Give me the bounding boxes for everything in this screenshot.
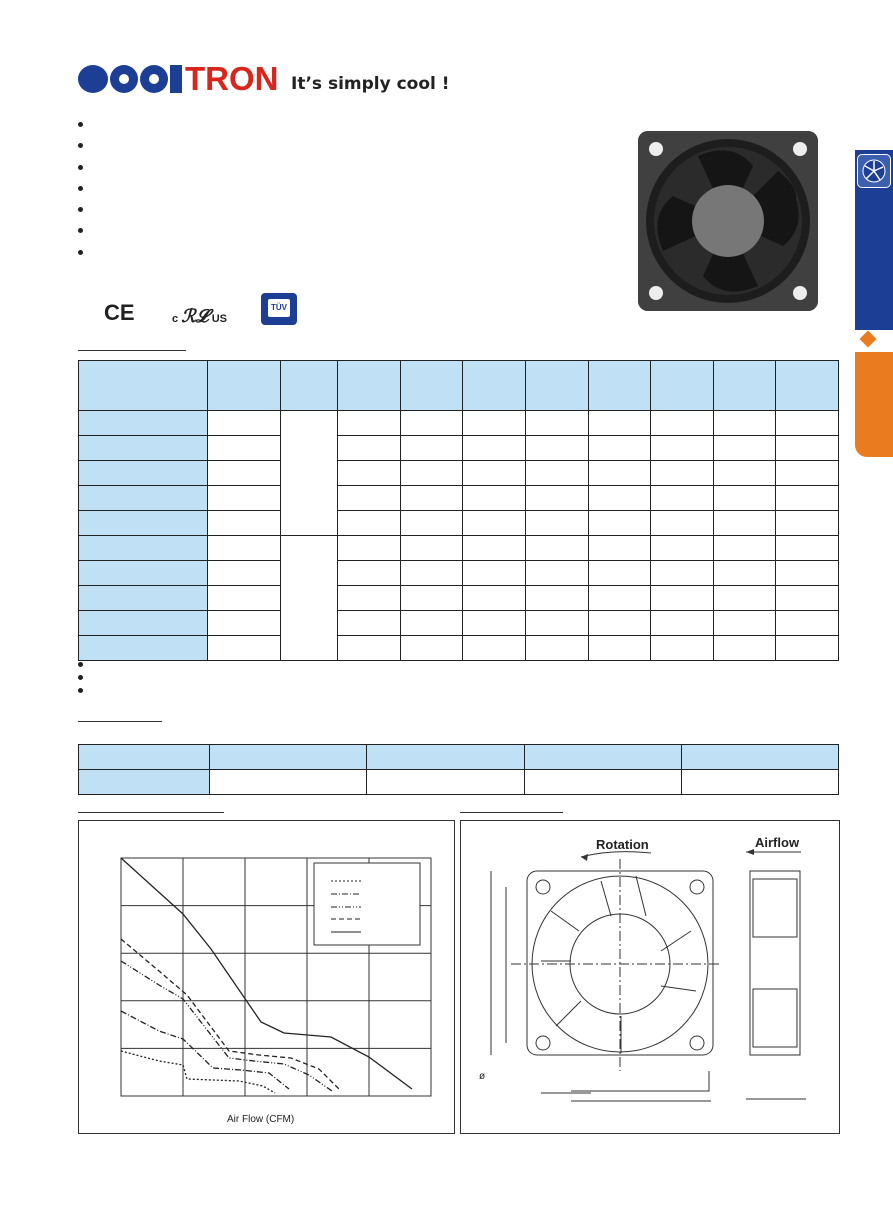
feature-bullet-list	[78, 122, 83, 271]
side-tab-diamond	[860, 331, 877, 348]
bullet-dot	[78, 688, 83, 693]
slogan: It’s simply cool !	[291, 74, 450, 94]
ul-mark	[172, 306, 227, 327]
bullet-dot	[78, 228, 83, 233]
side-tab-orange	[855, 352, 893, 457]
ul-logo-icon: ℛ𝓛	[181, 306, 209, 326]
note-bullet-list	[78, 662, 83, 709]
fan-photo-icon	[638, 131, 818, 311]
bullet-dot	[78, 207, 83, 212]
x-axis-label: Air Flow (CFM)	[227, 1114, 295, 1125]
table-row	[79, 511, 839, 536]
bullet-dot	[78, 143, 83, 148]
table-row	[79, 745, 839, 770]
ul-suffix: US	[211, 313, 227, 325]
ce-mark: CE	[104, 300, 135, 325]
fan-product-photo	[638, 131, 818, 311]
spec-header-row	[79, 361, 839, 411]
airflow-label: Airflow	[755, 835, 800, 850]
rotation-label: Rotation	[596, 837, 649, 852]
dimension-drawing-panel	[460, 820, 840, 1134]
bullet-dot	[78, 186, 83, 191]
table-row	[79, 461, 839, 486]
specification-table	[78, 360, 839, 661]
table-row	[79, 536, 839, 561]
bullet-dot	[78, 122, 83, 127]
diameter-symbol: ø	[479, 1071, 486, 1082]
table-row	[79, 436, 839, 461]
table-row	[79, 770, 839, 795]
bullet-dot	[78, 662, 83, 667]
logo-o-shape	[110, 65, 138, 93]
logo-text: TRON	[185, 60, 279, 97]
logo-c-shape	[78, 65, 108, 93]
table-row	[79, 486, 839, 511]
fan-thumbnail-icon	[857, 154, 891, 188]
fan-outline-drawing	[461, 821, 839, 1133]
tuv-label: TÜV	[268, 299, 290, 317]
bullet-dot	[78, 165, 83, 170]
curve-section-rule	[78, 812, 224, 813]
dimension-section-rule	[460, 812, 563, 813]
table-row	[79, 611, 839, 636]
tuv-mark	[261, 293, 297, 325]
bullet-dot	[78, 675, 83, 680]
accessory-table	[78, 744, 839, 795]
logo-l-shape	[170, 65, 182, 93]
table-row	[79, 411, 839, 436]
spec-section-rule	[78, 350, 186, 351]
table-row	[79, 561, 839, 586]
table-row	[79, 636, 839, 661]
ul-prefix: c	[172, 313, 179, 325]
performance-curve-chart	[79, 821, 454, 1133]
performance-curve-panel	[78, 820, 455, 1134]
logo-o-shape	[140, 65, 168, 93]
bullet-dot	[78, 250, 83, 255]
accessory-section-rule	[78, 721, 162, 722]
cooltron-logo	[78, 62, 279, 96]
table-row	[79, 586, 839, 611]
